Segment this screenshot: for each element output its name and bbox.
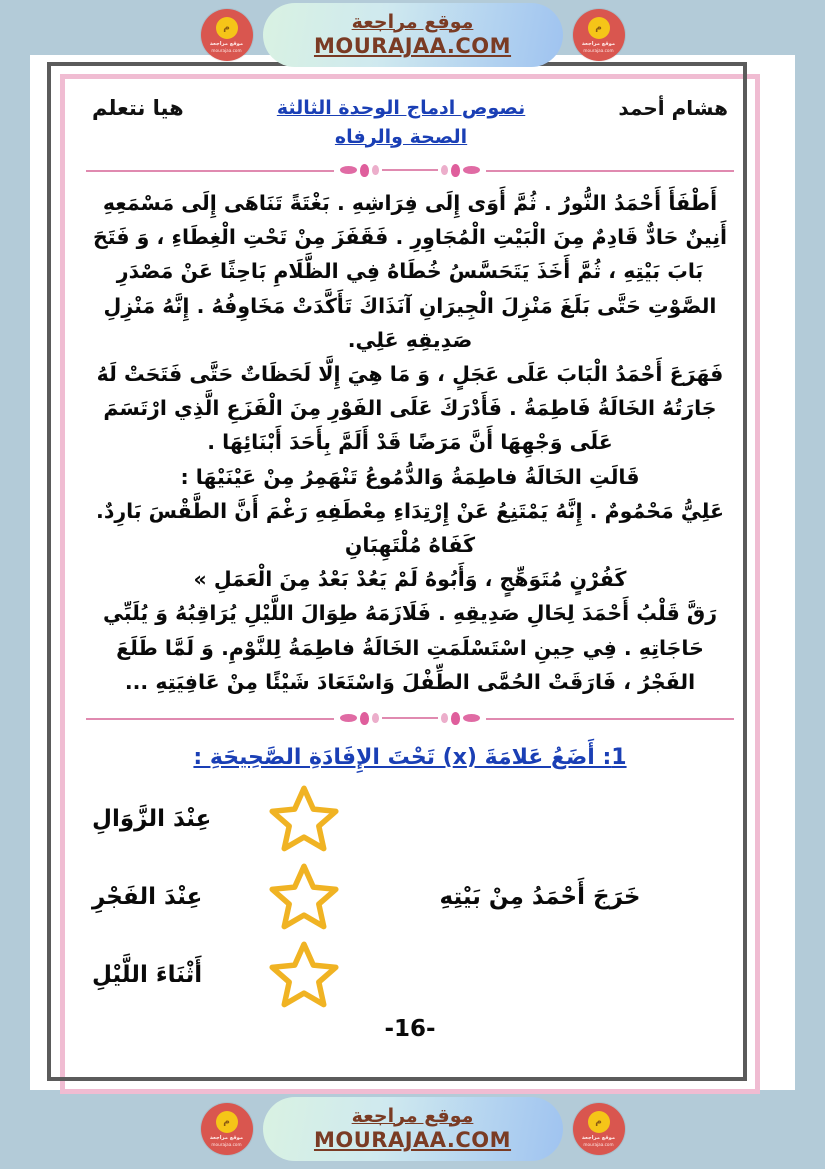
logo-badge-caption — [582, 1135, 615, 1147]
star-checkbox-icon[interactable] — [262, 785, 346, 853]
page-content — [60, 74, 760, 1094]
watermark-arabic-text: موقع مراجعة — [351, 10, 474, 33]
logo-badge-caption — [210, 1135, 243, 1147]
logo-badge-arabic: موقع مراجعة — [209, 1135, 244, 1142]
passage-line: عَلَى وَجْهِهَا أَنَّ مَرَضًا قَدْ أَلَمَّ بِأَحَدَ أَبْنَائِهَا . — [207, 430, 613, 455]
logo-badge-domain: mourajaa.com — [583, 1141, 614, 1147]
passage-line: كَفُرْنٍ مُتَوَهِّجٍ ، وَأَبُوهُ لَمْ يَعُدْ بَعْدُ مِنَ الْعَمَلِ » — [193, 567, 627, 592]
author-name: هشام أحمد — [618, 96, 728, 120]
logo-badge-caption — [210, 41, 243, 53]
passage-line: صَدِيقِهِ عَلِي. — [347, 327, 473, 352]
divider-ornament-icon — [334, 164, 486, 177]
passage-line: الصَّوْتِ حَتَّى بَلَغَ مَنْزِلَ الْجِيرَانِ آنَذَاكَ تَأَكَّدَتْ مَخَاوِفُهُ . إِنَّهُ مَنْزِلِ — [103, 293, 717, 318]
logo-badge-caption — [582, 41, 615, 53]
watermark-banner-bottom — [0, 1094, 825, 1164]
passage-line: كَفَاهُ مُلْتَهِبَانِ — [344, 533, 476, 558]
site-logo-badge-right — [201, 1103, 253, 1155]
passage-line: عَلِيُّ مَحْمُومٌ . إِنَّهُ يَمْتَنِعُ عَنْ إِرْتِدَاءِ مِعْطَفِهِ رَغْمَ أَنَّ الطَّقْسَ بَارِدٌ. — [96, 498, 724, 523]
passage-line: رَقَّ قَلْبُ أَحْمَدَ لِحَالِ صَدِيقِهِ . فَلَازَمَهُ طِوَالَ اللَّيْلِ يُرَاقِبُهُ وَ يُلَبِّي — [102, 601, 718, 626]
logo-badge-domain: mourajaa.com — [211, 47, 242, 53]
document-header — [86, 88, 734, 151]
star-checkbox-icon[interactable] — [262, 941, 346, 1009]
option-row[interactable] — [86, 780, 734, 858]
reading-passage — [86, 185, 734, 699]
logo-badge-arabic: موقع مراجعة — [581, 41, 616, 48]
logo-mark-icon: م — [216, 17, 238, 39]
passage-line: فَهَرَعَ أَحْمَدُ الْبَابَ عَلَى عَجَلٍ ، وَ مَا هِيَ إِلَّا لَحَظَاتٌ حَتَّى فَتَحَتْ لَهُ — [96, 362, 724, 387]
document-title-block — [184, 94, 619, 151]
page-number: -16- — [384, 1016, 436, 1043]
passage-line: جَارَتُهُ الخَالَةُ فَاطِمَةُ . فَأَدْرَكَ عَلَى الفَوْرِ مِنَ الْفَزَعِ الَّذِي ارْتَسَمَ — [103, 396, 717, 421]
logo-badge-arabic: موقع مراجعة — [581, 1135, 616, 1142]
option-row[interactable] — [86, 858, 734, 936]
site-logo-badge-left — [573, 1103, 625, 1155]
passage-line: بَابَ بَيْتِهِ ، ثُمَّ أَخَذَ يَتَحَسَّسُ خُطَاهُ فِي الظَّلَامِ بَاحِثًا عَنْ مَصْدَرِ — [116, 259, 704, 284]
logo-badge-domain: mourajaa.com — [211, 1141, 242, 1147]
logo-badge-domain: mourajaa.com — [583, 47, 614, 53]
series-label: هيا نتعلم — [92, 96, 184, 120]
question-heading: 1: أَضَعُ عَلامَةَ (x) تَحْتَ الإِفَادَةِ الصَّحِيحَةِ : — [193, 745, 627, 771]
answer-options-list — [86, 780, 734, 1014]
logo-mark-icon: م — [216, 1111, 238, 1133]
passage-line: قَالَتِ الخَالَةُ فاطِمَةُ وَالدُّمُوعُ تَنْهَمِرُ مِنْ عَيْنَيْهَا : — [180, 464, 640, 489]
site-logo-badge-left — [573, 9, 625, 61]
passage-line: حَاجَاتِهِ . فِي حِينِ اسْتَسْلَمَتِ الخَالَةُ فاطِمَةُ لِلنَّوْمِ. وَ لَمَّا طَلَعَ — [116, 635, 704, 660]
logo-mark-icon: م — [588, 1111, 610, 1133]
star-checkbox-icon[interactable] — [262, 863, 346, 931]
watermark-pill-top — [263, 3, 563, 67]
document-title-line2: الصحة والرفاه — [334, 125, 468, 148]
site-logo-badge-right — [201, 9, 253, 61]
logo-badge-arabic: موقع مراجعة — [209, 41, 244, 48]
watermark-domain-text: MOURAJAA.COM — [313, 34, 512, 59]
option-label: عِنْدَ الزَّوَالِ — [92, 806, 212, 833]
passage-line: أَنِينٌ حَادٌّ قَادِمٌ مِنَ الْبَيْتِ الْمُجَاوِرِ . فَقَفَزَ مِنْ تَحْتِ الْغِطَاءِ ، وَ فَتَحَ — [92, 225, 728, 250]
option-row[interactable] — [86, 936, 734, 1014]
question-statement: خَرَجَ أَحْمَدُ مِنْ بَيْتِهِ — [439, 884, 641, 911]
option-label: عِنْدَ الفَجْرِ — [92, 884, 203, 911]
logo-mark-icon: م — [588, 17, 610, 39]
watermark-arabic-text: موقع مراجعة — [351, 1104, 474, 1127]
watermark-pill-bottom — [263, 1097, 563, 1161]
divider-ornament-icon — [334, 712, 486, 725]
ornamental-divider-bottom — [86, 707, 734, 729]
passage-line: الفَجْرُ ، فَارَقَتْ الحُمَّى الطِّفْلَ وَاسْتَعَادَ شَيْئًا مِنْ عَافِيَتِهِ ... — [124, 669, 696, 694]
option-label: أَثْنَاءَ اللَّيْلِ — [92, 962, 203, 989]
watermark-banner-top — [0, 0, 825, 70]
passage-line: أَطْفَأَ أَحْمَدُ النُّورُ . ثُمَّ أَوَى إِلَى فِرَاشِهِ . بَغْتَةً تَنَاهَى إِلَى مَسْمَعِهِ — [102, 191, 718, 215]
document-title-line1: نصوص ادماج الوحدة الثالثة — [276, 97, 526, 119]
ornamental-divider-top — [86, 159, 734, 181]
watermark-domain-text: MOURAJAA.COM — [313, 1128, 512, 1153]
